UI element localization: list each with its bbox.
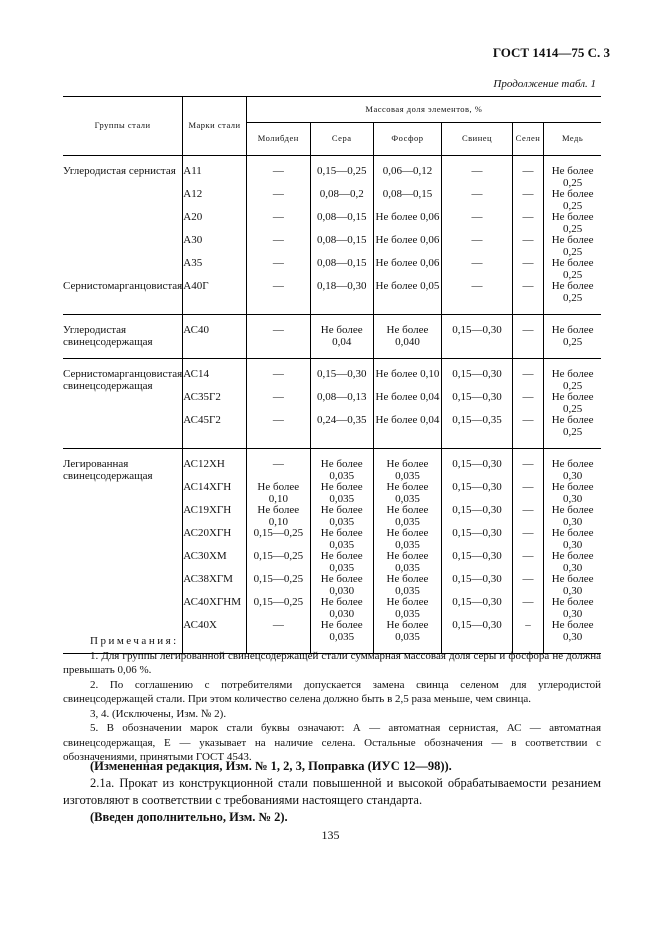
molybdenum-cell: — — [246, 212, 310, 235]
group-cell: Легированная свинецсодержащая — [63, 458, 153, 482]
table-row — [63, 574, 601, 597]
copper-cell: Не более 0,30 — [544, 574, 601, 597]
grade-cell: АС19ХГН — [183, 505, 247, 528]
molybdenum-cell: — — [246, 258, 310, 281]
table-row — [63, 482, 601, 505]
copper-cell: Не более 0,30 — [544, 482, 601, 505]
edition-note: (Измененная редакция, Изм. № 1, 2, 3, Поправка (ИУС 12—98)). — [90, 759, 452, 773]
note-item: 5. В обозначении марок стали буквы означают: А — автоматная сернистая, АС — автоматная свинецсодержащая, Е — указывает на наличие селена. Остальные обозначения — в соответствии с обозначениями, принятыми ГОСТ 4543. — [63, 722, 601, 763]
lead-cell: 0,15—0,30 — [442, 482, 512, 505]
selenium-cell: — — [512, 156, 543, 190]
grade-cell: АС14 — [183, 359, 247, 393]
phosphorus-cell: Не более 0,035 — [373, 528, 442, 551]
lead-cell: — — [442, 156, 512, 190]
molybdenum-cell: 0,15—0,25 — [246, 574, 310, 597]
phosphorus-cell: Не более 0,06 — [373, 212, 442, 235]
group-cell — [63, 505, 183, 528]
lead-cell: — — [442, 189, 512, 212]
copper-cell: Не более 0,25 — [544, 189, 601, 212]
table-row — [63, 597, 601, 620]
phosphorus-cell: Не более 0,035 — [373, 620, 442, 654]
molybdenum-cell: Не более 0,10 — [246, 482, 310, 505]
phosphorus-cell: Не более 0,06 — [373, 235, 442, 258]
phosphorus-cell: Не более 0,040 — [373, 315, 442, 359]
table-row — [63, 528, 601, 551]
molybdenum-cell: Не более 0,10 — [246, 505, 310, 528]
grade-cell: АС38ХГМ — [183, 574, 247, 597]
phosphorus-cell: Не более 0,10 — [373, 359, 442, 393]
copper-cell: Не более 0,30 — [544, 449, 601, 483]
header-lead: Свинец — [442, 123, 512, 156]
group-cell — [63, 392, 183, 415]
lead-cell: 0,15—0,30 — [442, 505, 512, 528]
molybdenum-cell: — — [246, 359, 310, 393]
header-phosphorus: Фосфор — [373, 123, 442, 156]
group-cell: Сернистомарганцовистая — [63, 281, 183, 315]
molybdenum-cell: — — [246, 415, 310, 449]
selenium-cell: – — [512, 620, 543, 654]
note-item: 1. Для группы легированной свинецсодержащей стали суммарная массовая доля серы и фосфора не должна превышать 0,06 %. — [63, 649, 601, 676]
lead-cell: 0,15—0,35 — [442, 415, 512, 449]
group-cell: Углеродистая свинецсодержащая — [63, 315, 183, 359]
notes-title: Примечания: — [90, 635, 179, 647]
selenium-cell: — — [512, 551, 543, 574]
table-row — [63, 281, 601, 315]
grade-cell: А12 — [183, 189, 247, 212]
phosphorus-cell: Не более 0,04 — [373, 415, 442, 449]
molybdenum-cell: — — [246, 449, 310, 483]
table-row — [63, 392, 601, 415]
group-cell — [63, 551, 183, 574]
sulfur-cell: 0,08—0,2 — [310, 189, 373, 212]
grade-cell: А20 — [183, 212, 247, 235]
sulfur-cell: 0,18—0,30 — [310, 281, 373, 315]
grade-cell: АС45Г2 — [183, 415, 247, 449]
grade-cell: А30 — [183, 235, 247, 258]
introduced-note: (Введен дополнительно, Изм. № 2). — [90, 810, 288, 824]
table-row — [63, 449, 601, 483]
table-row — [63, 212, 601, 235]
copper-cell: Не более 0,25 — [544, 359, 601, 393]
molybdenum-cell: — — [246, 315, 310, 359]
lead-cell: 0,15—0,30 — [442, 620, 512, 654]
selenium-cell: — — [512, 505, 543, 528]
copper-cell: Не более 0,25 — [544, 392, 601, 415]
group-cell — [63, 574, 183, 597]
phosphorus-cell: Не более 0,04 — [373, 392, 442, 415]
section-2-1a — [63, 758, 601, 826]
table-row — [63, 415, 601, 449]
sulfur-cell: Не более 0,035 — [310, 505, 373, 528]
grade-cell: АС35Г2 — [183, 392, 247, 415]
sulfur-cell: Не более 0,035 — [310, 551, 373, 574]
table-row — [63, 359, 601, 393]
copper-cell: Не более 0,30 — [544, 505, 601, 528]
grade-cell: АС40Х — [183, 620, 247, 654]
grade-cell: АС12ХН — [183, 449, 247, 483]
note-item: 2. По соглашению с потребителями допускается замена свинца селеном для углеродистой свинецсодержащей стали. При этом количество селена должно быть в 2,5 раза меньше, чем свинца. — [63, 678, 601, 705]
phosphorus-cell: Не более 0,035 — [373, 482, 442, 505]
phosphorus-cell: Не более 0,035 — [373, 551, 442, 574]
copper-cell: Не более 0,25 — [544, 315, 601, 359]
copper-cell: Не более 0,25 — [544, 235, 601, 258]
grade-cell: АС20ХГН — [183, 528, 247, 551]
copper-cell: Не более 0,30 — [544, 620, 601, 654]
lead-cell: 0,15—0,30 — [442, 315, 512, 359]
table-row — [63, 551, 601, 574]
group-cell: Сернистомарганцовистая свинецсодержащая — [63, 368, 183, 392]
lead-cell: 0,15—0,30 — [442, 449, 512, 483]
sulfur-cell: Не более 0,04 — [310, 315, 373, 359]
sulfur-cell: Не более 0,035 — [310, 482, 373, 505]
sulfur-cell: Не более 0,035 — [310, 620, 373, 654]
copper-cell: Не более 0,25 — [544, 212, 601, 235]
phosphorus-cell: Не более 0,035 — [373, 505, 442, 528]
lead-cell: 0,15—0,30 — [442, 551, 512, 574]
grade-cell: А35 — [183, 258, 247, 281]
molybdenum-cell: 0,15—0,25 — [246, 597, 310, 620]
group-cell — [63, 528, 183, 551]
header-group: Группы стали — [63, 97, 183, 156]
page-header: ГОСТ 1414—75 С. 3 — [492, 45, 610, 60]
molybdenum-cell: — — [246, 281, 310, 315]
phosphorus-cell: Не более 0,06 — [373, 258, 442, 281]
group-cell — [63, 258, 183, 281]
grade-cell: А40Г — [183, 281, 247, 315]
copper-cell: Не более 0,25 — [544, 258, 601, 281]
table-continuation-label: Продолжение табл. 1 — [493, 78, 596, 90]
molybdenum-cell: — — [246, 156, 310, 190]
selenium-cell: — — [512, 235, 543, 258]
lead-cell: 0,15—0,30 — [442, 392, 512, 415]
notes — [63, 634, 601, 765]
steel-composition-table — [63, 96, 601, 654]
sulfur-cell: Не более 0,035 — [310, 528, 373, 551]
sulfur-cell: 0,08—0,13 — [310, 392, 373, 415]
lead-cell: — — [442, 212, 512, 235]
paragraph-2-1a: 2.1а. Прокат из конструкционной стали повышенной и высокой обрабатываемости резанием изготовляют в соответствии с требованиями настоящего стандарта. — [63, 776, 601, 807]
lead-cell: — — [442, 281, 512, 315]
selenium-cell: — — [512, 189, 543, 212]
selenium-cell: — — [512, 449, 543, 483]
copper-cell: Не более 0,25 — [544, 281, 601, 315]
molybdenum-cell: 0,15—0,25 — [246, 551, 310, 574]
copper-cell: Не более 0,30 — [544, 528, 601, 551]
table-row — [63, 235, 601, 258]
group-cell — [63, 597, 183, 620]
table-row — [63, 315, 601, 359]
grade-cell: АС40ХГНМ — [183, 597, 247, 620]
copper-cell: Не более 0,30 — [544, 597, 601, 620]
copper-cell: Не более 0,25 — [544, 156, 601, 190]
sulfur-cell: Не более 0,030 — [310, 597, 373, 620]
phosphorus-cell: Не более 0,035 — [373, 449, 442, 483]
sulfur-cell: 0,08—0,15 — [310, 258, 373, 281]
grade-cell: АС40 — [183, 315, 247, 359]
molybdenum-cell: — — [246, 189, 310, 212]
header-sulfur: Сера — [310, 123, 373, 156]
selenium-cell: — — [512, 415, 543, 449]
sulfur-cell: 0,15—0,25 — [310, 156, 373, 190]
group-cell — [63, 482, 183, 505]
table-row — [63, 258, 601, 281]
lead-cell: 0,15—0,30 — [442, 597, 512, 620]
selenium-cell: — — [512, 315, 543, 359]
page-number: 135 — [321, 828, 340, 842]
molybdenum-cell: — — [246, 620, 310, 654]
phosphorus-cell: 0,06—0,12 — [373, 156, 442, 190]
selenium-cell: — — [512, 574, 543, 597]
grade-cell: А11 — [183, 156, 247, 190]
selenium-cell: — — [512, 597, 543, 620]
sulfur-cell: 0,24—0,35 — [310, 415, 373, 449]
selenium-cell: — — [512, 258, 543, 281]
selenium-cell: — — [512, 482, 543, 505]
lead-cell: 0,15—0,30 — [442, 359, 512, 393]
lead-cell: — — [442, 258, 512, 281]
group-cell — [63, 235, 183, 258]
group-cell — [63, 189, 183, 212]
header-grade: Марки стали — [183, 97, 247, 156]
selenium-cell: — — [512, 281, 543, 315]
molybdenum-cell: 0,15—0,25 — [246, 528, 310, 551]
molybdenum-cell: — — [246, 392, 310, 415]
table-row — [63, 505, 601, 528]
sulfur-cell: Не более 0,035 — [310, 449, 373, 483]
sulfur-cell: 0,08—0,15 — [310, 235, 373, 258]
table-row — [63, 189, 601, 212]
header-selenium: Селен — [512, 123, 543, 156]
selenium-cell: — — [512, 212, 543, 235]
phosphorus-cell: Не более 0,035 — [373, 597, 442, 620]
copper-cell: Не более 0,25 — [544, 415, 601, 449]
phosphorus-cell: Не более 0,035 — [373, 574, 442, 597]
sulfur-cell: 0,08—0,15 — [310, 212, 373, 235]
header-mass-fraction: Массовая доля элементов, % — [246, 97, 601, 123]
table-row — [63, 156, 601, 190]
header-molybdenum: Молибден — [246, 123, 310, 156]
selenium-cell: — — [512, 528, 543, 551]
group-cell — [63, 415, 183, 449]
copper-cell: Не более 0,30 — [544, 551, 601, 574]
selenium-cell: — — [512, 359, 543, 393]
group-cell — [63, 212, 183, 235]
grade-cell: АС14ХГН — [183, 482, 247, 505]
grade-cell: АС30ХМ — [183, 551, 247, 574]
selenium-cell: — — [512, 392, 543, 415]
sulfur-cell: Не более 0,030 — [310, 574, 373, 597]
header-copper: Медь — [544, 123, 601, 156]
molybdenum-cell: — — [246, 235, 310, 258]
phosphorus-cell: Не более 0,05 — [373, 281, 442, 315]
lead-cell: — — [442, 235, 512, 258]
note-item: 3, 4. (Исключены, Изм. № 2). — [90, 707, 227, 720]
lead-cell: 0,15—0,30 — [442, 528, 512, 551]
phosphorus-cell: 0,08—0,15 — [373, 189, 442, 212]
group-cell: Углеродистая сернистая — [63, 165, 176, 177]
sulfur-cell: 0,15—0,30 — [310, 359, 373, 393]
lead-cell: 0,15—0,30 — [442, 574, 512, 597]
